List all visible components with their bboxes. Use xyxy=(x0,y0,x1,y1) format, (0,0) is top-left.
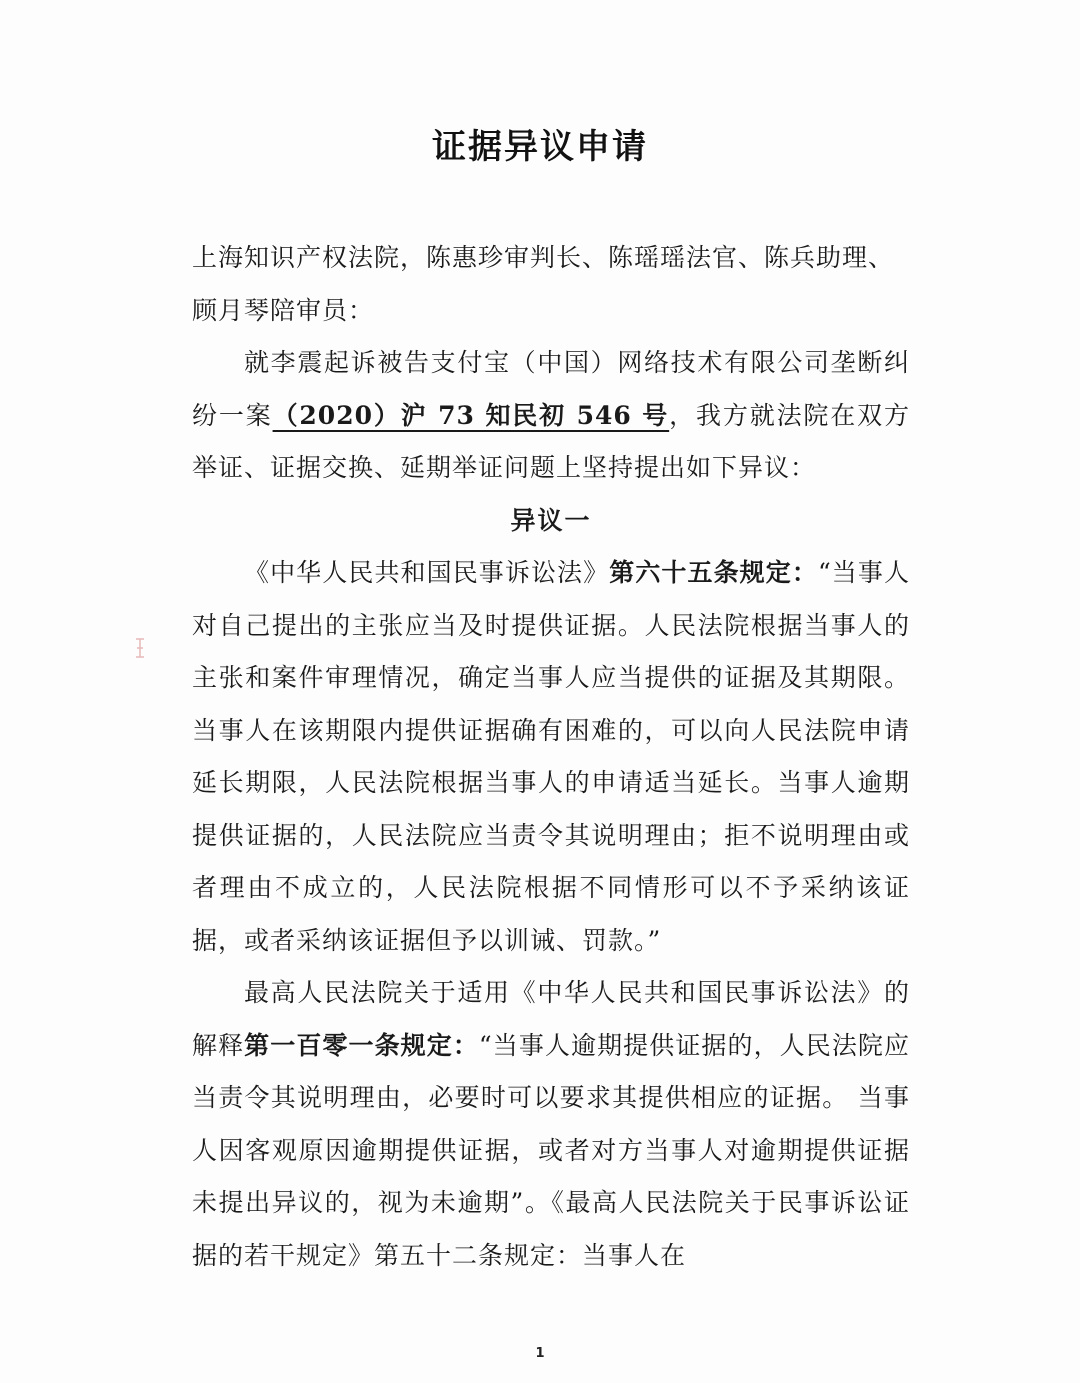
paragraph-civil-procedure-law xyxy=(192,547,910,967)
article-quote: “当事人对自己提出的主张应当及时提供证据。人民法院根据当事人的主张和案件审理情况，确定当事人应当提供的证据及其期限。当事人在该期限内提供证据确有困难的，可以向人民法院申请延长期限，人民法院根据当事人的申请适当延长。当事人逾期提供证据的，人民法院应当责令其说明理由；拒不说明理由或者理由不成立的，人民法院根据不同情形可以不予采纳该证据，或者采纳该证据但予以训诫、罚款。” xyxy=(192,558,910,955)
interpretation-title: 最高人民法院关于适用《中华人民共和国民事诉讼法》的解释 xyxy=(192,978,910,1060)
page-number: 1 xyxy=(535,1346,545,1361)
section-heading: 异议一 xyxy=(510,505,592,535)
addressee xyxy=(192,232,910,337)
law-title: 《中华人民共和国民事诉讼法》 xyxy=(244,558,610,587)
addressee-line-1: 上海知识产权法院，陈惠珍审判长、陈瑶瑶法官、陈兵助理、 xyxy=(192,243,895,272)
addressee-line-2: 顾月琴陪审员： xyxy=(192,295,375,325)
faint-stamp-mark xyxy=(134,636,146,660)
paragraph-judicial-interpretation xyxy=(192,967,910,1282)
intro-text-after: ，我方就法院在双方举证、证据交换、延期举证问题上坚持提出如下异议： xyxy=(192,400,910,482)
article-reference: 第六十五条规定： xyxy=(609,558,818,587)
evidence-rules-text: 《最高人民法院关于民事诉讼证据的若干规定》第五十二条规定：当事人在 xyxy=(192,1188,910,1270)
interpretation-article-reference: 第一百零一条规定： xyxy=(244,1030,479,1060)
case-number: （2020）沪 73 知民初 546 号 xyxy=(272,400,670,430)
interpretation-quote: “当事人逾期提供证据的，人民法院应当责令其说明理由，必要时可以要求其提供相应的证据。 当事人因客观原因逾期提供证据，或者对方当事人对逾期提供证据未提出异议的，视为未逾期”。 xyxy=(192,1030,910,1217)
intro-text-before: 就李震起诉被告支付宝（中国）网络技术有限公司垄断纠纷一案 xyxy=(192,348,910,430)
intro-paragraph xyxy=(192,337,910,495)
document-body xyxy=(192,232,910,1282)
document-title: 证据异议申请 xyxy=(432,127,648,167)
